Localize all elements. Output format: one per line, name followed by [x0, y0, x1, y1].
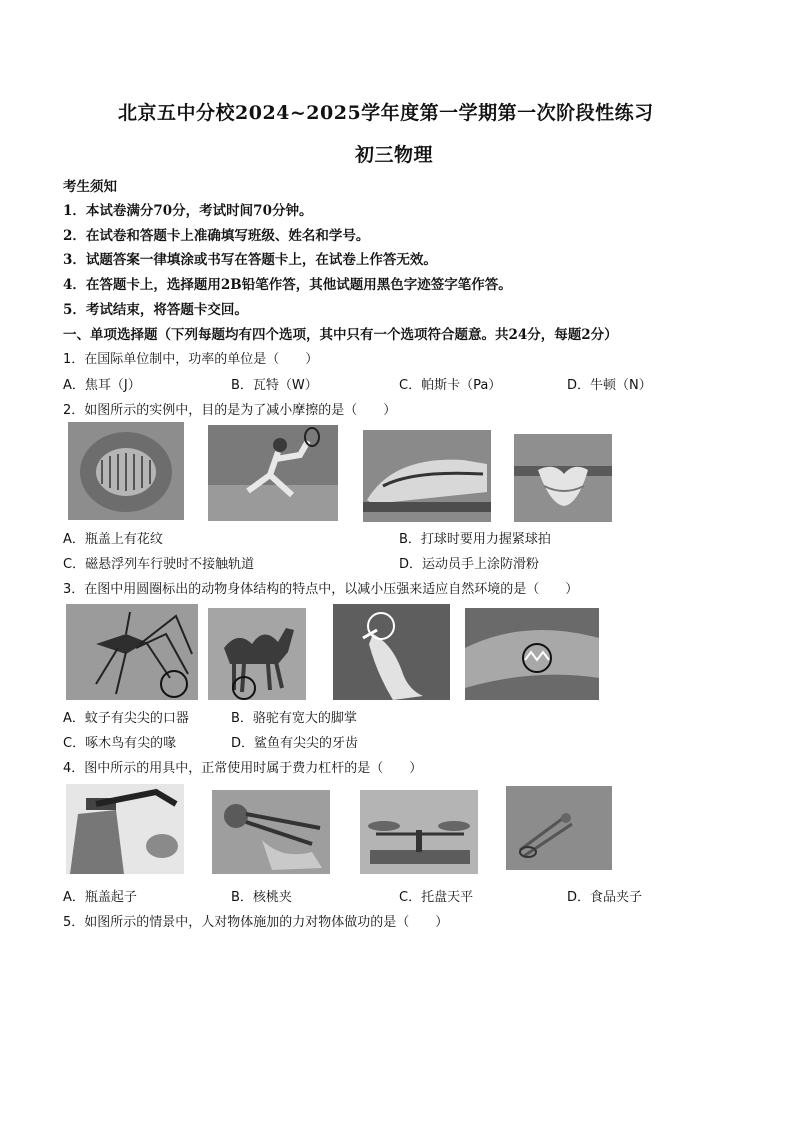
notice-item-2: 2．在试卷和答题卡上准确填写班级、姓名和学号。 [63, 228, 370, 244]
bottle-opener-photo [66, 784, 184, 874]
q4-option-a: A．瓶盖起子 [63, 890, 137, 905]
q2-option-b: B．打球时要用力握紧球拍 [399, 532, 551, 547]
notice-heading: 考生须知 [63, 179, 117, 195]
nutcracker-photo [212, 790, 330, 874]
tennis-player-photo [208, 425, 338, 521]
maglev-train-photo [363, 430, 491, 522]
notice-item-4: 4．在答题卡上，选择题用2B铅笔作答，其他试题用黑色字迹签字笔作答。 [63, 277, 512, 293]
notice-item-1: 1．本试卷满分70分，考试时间70分钟。 [63, 203, 313, 219]
question-3-stem: 3．在图中用圆圈标出的动物身体结构的特点中，以减小压强来适应自然环境的是（ ） [63, 582, 579, 597]
q2-option-c: C．磁悬浮列车行驶时不接触轨道 [63, 557, 255, 572]
notice-item-3: 3．试题答案一律填涂或书写在答题卡上，在试卷上作答无效。 [63, 252, 437, 268]
exam-title: 北京五中分校2024~2025学年度第一学期第一次阶段性练习 [118, 102, 654, 124]
q1-option-d: D．牛顿（N） [567, 378, 652, 393]
section-heading: 一、单项选择题（下列每题均有四个选项，其中只有一个选项符合题意。共24分，每题2分） [63, 327, 618, 343]
q2-option-d: D．运动员手上涂防滑粉 [399, 557, 540, 572]
q4-option-d: D．食品夹子 [567, 890, 643, 905]
food-tongs-photo [506, 786, 612, 870]
q1-option-b: B．瓦特（W） [231, 378, 318, 393]
bottle-cap-photo [68, 422, 184, 520]
q1-option-a: A．焦耳（J） [63, 378, 141, 393]
exam-subject: 初三物理 [355, 144, 434, 166]
balance-scale-photo [360, 790, 478, 874]
q1-option-c: C．帕斯卡（Pa） [399, 378, 502, 393]
q3-option-d: D．鲨鱼有尖尖的牙齿 [231, 736, 359, 751]
mosquito-photo [66, 604, 198, 700]
shark-photo [465, 608, 599, 700]
q4-option-b: B．核桃夹 [231, 890, 292, 905]
question-4-stem: 4．图中所示的用具中，正常使用时属于费力杠杆的是（ ） [63, 761, 423, 776]
camel-photo [208, 608, 306, 700]
chalk-hands-photo [514, 434, 612, 522]
q2-option-a: A．瓶盖上有花纹 [63, 532, 163, 547]
question-5-stem: 5．如图所示的情景中，人对物体施加的力对物体做功的是（ ） [63, 915, 449, 930]
question-2-stem: 2．如图所示的实例中，目的是为了减小摩擦的是（ ） [63, 403, 397, 418]
q3-option-a: A．蚊子有尖尖的口器 [63, 711, 189, 726]
notice-item-5: 5．考试结束，将答题卡交回。 [63, 302, 248, 318]
q3-option-c: C．啄木鸟有尖的喙 [63, 736, 177, 751]
q3-option-b: B．骆驼有宽大的脚掌 [231, 711, 357, 726]
question-1-stem: 1．在国际单位制中，功率的单位是（ ） [63, 352, 319, 367]
woodpecker-photo [333, 604, 450, 700]
q4-option-c: C．托盘天平 [399, 890, 474, 905]
